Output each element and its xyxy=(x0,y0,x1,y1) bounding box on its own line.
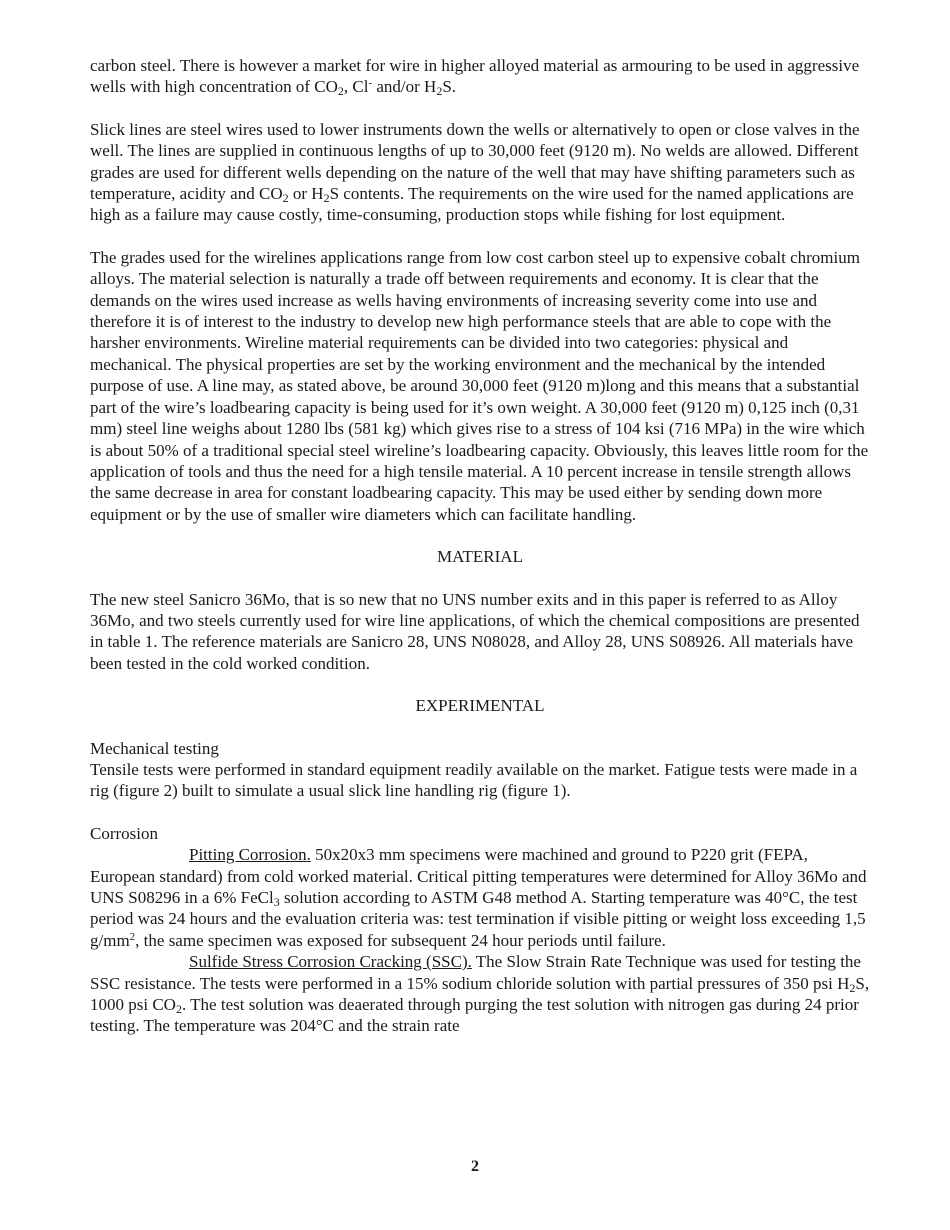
text-run: S. xyxy=(442,77,457,97)
superscript: - xyxy=(368,77,373,90)
text-run: carbon steel. There is however a market for wire in higher alloyed material as armouring to be used in aggressive wells with high concentration of CO xyxy=(90,56,860,97)
paragraph-slick-lines xyxy=(90,119,870,226)
section-heading-material: MATERIAL xyxy=(437,547,523,567)
page-body xyxy=(90,55,870,1037)
section-heading-experimental: EXPERIMENTAL xyxy=(415,696,545,716)
text-run: Slick lines are steel wires used to lower instruments down the wells or alternatively to open or close valves in the well. The lines are supplied in continuous lengths of up to 30,000 feet (9120 m). No welds are allowed. Different grades are used for different wells depending on the nature of the well that may have shifting parameters such as temperature, acidity and CO xyxy=(90,119,860,204)
text-run: S, 1000 psi CO xyxy=(90,973,870,1015)
subsection-title-mechanical-testing: Mechanical testing xyxy=(90,738,219,758)
paragraph-armouring xyxy=(90,55,870,98)
paragraph-pitting-corrosion xyxy=(90,844,870,951)
text-run: or H xyxy=(288,184,324,204)
inline-heading-pitting: Pitting Corrosion. xyxy=(189,845,311,865)
subscript: 2 xyxy=(337,84,344,99)
text-run: . The test solution was deaerated through purging the test solution with nitrogen gas during 24 prior testing. The temperature was 204°C and the strain rate xyxy=(90,995,859,1036)
paragraph-wireline-grades: The grades used for the wirelines applications range from low cost carbon steel up to expensive cobalt chromium alloys. The material selection is naturally a trade off between requirements and economy. It is clear that the demands on the wires used increase as wells having environments of increasing severity come into use and therefore it is of interest to the industry to develop new high performance steels that are able to cope with the harsher environments. Wireline material requirements can be divided into two categories: physical and mechanical. The physical properties are set by the working environment and the mechanical by the intended purpose of use. A line may, as stated above, be around 30,000 feet (9120 m)long and this means that a substantial part of the wire’s loadbearing capacity is being used for it’s own weight. A 30,000 feet (9120 m) 0,125 inch (0,31 mm) steel line weighs about 1280 lbs (581 kg) which gives rise to a stress of 104 ksi (716 MPa) in the wire which is about 50% of a traditional special steel wireline’s loadbearing capacity. Obviously, this leaves little room for the application of tools and thus the need for a high tensile material. A 10 percent increase in tensile strength allows the same decrease in area for constant loadbearing capacity. This may be used either by sending down more equipment or by the use of smaller wire diameters which can facilitate handling. xyxy=(90,247,869,524)
paragraph-material: The new steel Sanicro 36Mo, that is so new that no UNS number exits and in this paper is referred to as Alloy 36Mo, and two steels currently used for wire line applications, of which the chemical compositions are presented in table 1. The reference materials are Sanicro 28, UNS N08028, and Alloy 28, UNS S08926. All materials have been tested in the cold worked condition. xyxy=(90,589,860,673)
subsection-title-corrosion: Corrosion xyxy=(90,823,158,843)
subscript: 2 xyxy=(175,1002,182,1017)
text-run: solution according to ASTM G48 method A. Starting temperature was 40°C, the test period was 24 hours and the evaluation criteria was: test termination if visible pitting or weight loss exceeding 1,5 g/mm xyxy=(90,888,866,950)
subscript: 2 xyxy=(436,84,443,99)
paragraph-ssc xyxy=(90,951,870,1037)
text-run: , the same specimen was exposed for subsequent 24 hour periods until failure. xyxy=(135,930,666,950)
subscript: 2 xyxy=(282,191,289,206)
subscript: 3 xyxy=(273,895,280,909)
text-run: and/or H xyxy=(372,77,437,97)
subscript: 2 xyxy=(323,191,330,206)
text-run: The Slow Strain Rate Technique was used for testing the SSC resistance. The tests were performed in a 15% sodium chloride solution with partial pressures of 350 psi H xyxy=(90,952,861,993)
text-run: , Cl xyxy=(343,77,369,97)
subscript: 2 xyxy=(849,980,856,995)
text-run: 50x20x3 mm specimens were machined and ground to P220 grit (FEPA, European standard) from cold worked material. Critical pitting temperatures were determined for Alloy 36Mo and UNS S08296 in a 6% FeCl xyxy=(90,845,867,907)
text-run: S contents. The requirements on the wire used for the named applications are high as a failure may cause costly, time-consuming, production stops while fishing for lost equipment. xyxy=(90,184,854,225)
superscript: 2 xyxy=(129,930,136,943)
paragraph-mechanical-testing: Tensile tests were performed in standard equipment readily available on the market. Fatigue tests were made in a rig (figure 2) built to simulate a usual slick line handling rig (figure 1). xyxy=(90,759,858,801)
page-number: 2 xyxy=(471,1158,479,1175)
inline-heading-ssc: Sulfide Stress Corrosion Cracking (SSC). xyxy=(189,952,472,972)
